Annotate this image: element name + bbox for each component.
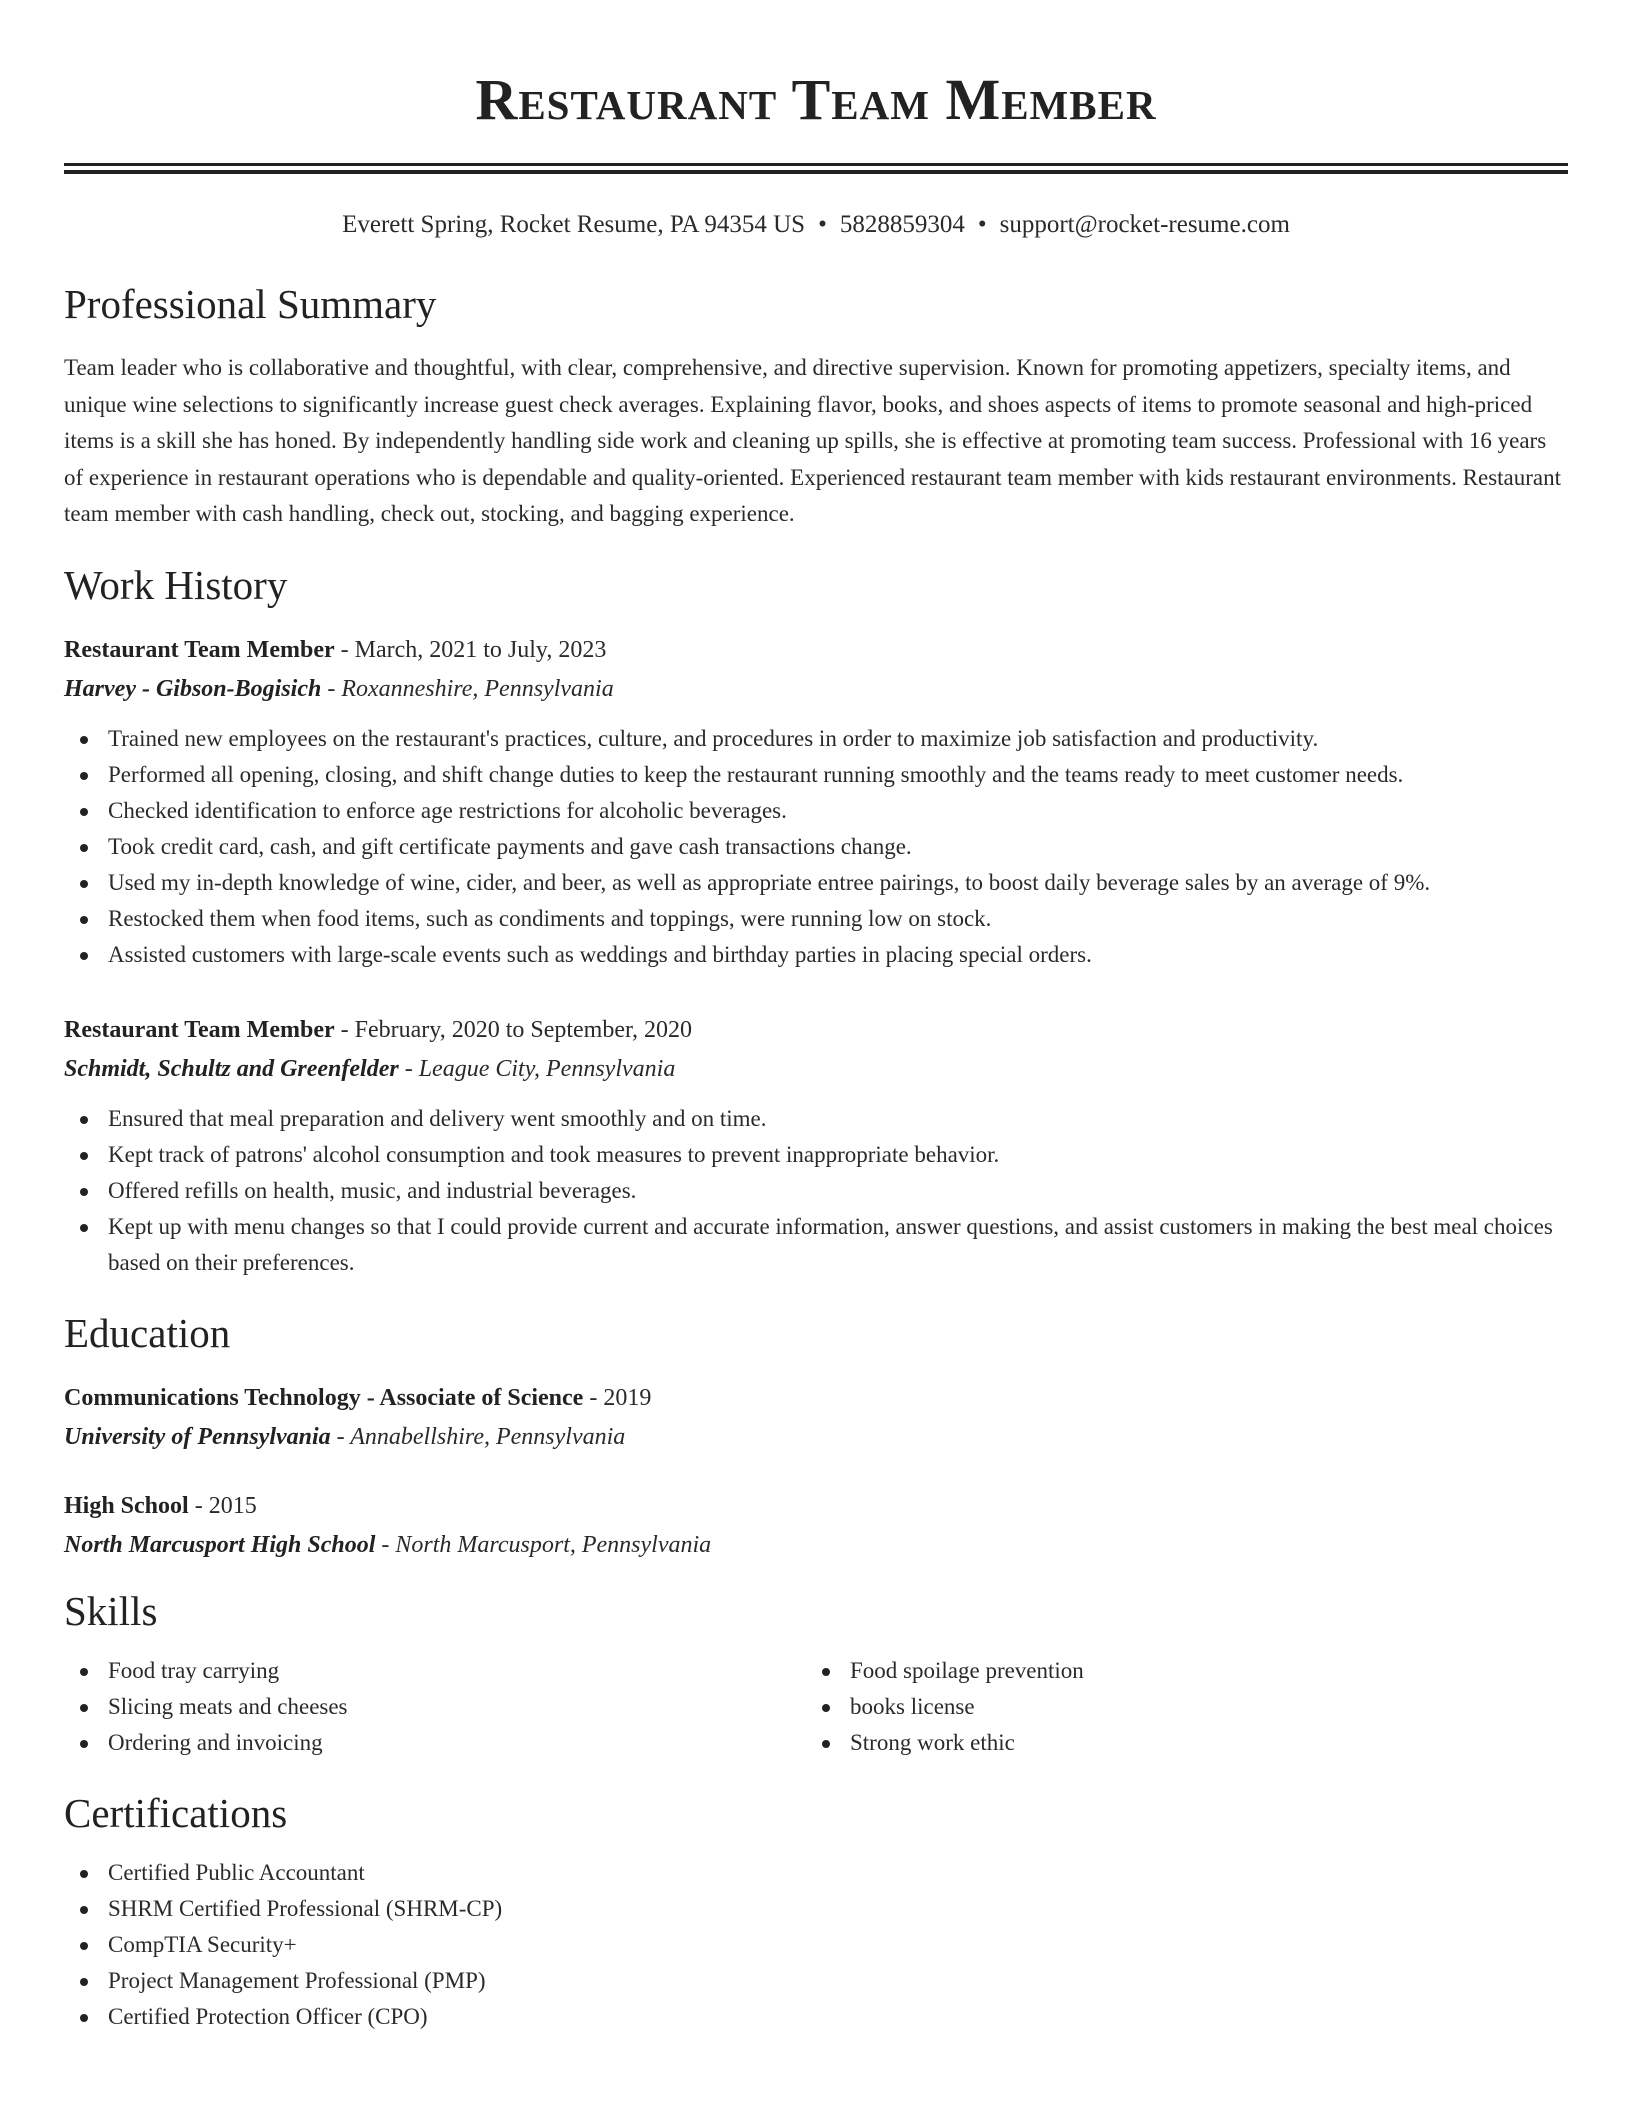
list-item: Performed all opening, closing, and shift change duties to keep the restaurant running smoothly and the teams ready to meet customer needs. (64, 757, 1568, 793)
list-item: Used my in-depth knowledge of wine, cider, and beer, as well as appropriate entree pairings, to boost daily beverage sales by an average of 9%. (64, 865, 1568, 901)
skills-list-right (806, 1653, 1548, 1761)
list-item: Took credit card, cash, and gift certificate payments and gave cash transactions change. (64, 829, 1568, 865)
job-duties-list (64, 721, 1568, 973)
contact-line (64, 208, 1568, 242)
employer-name: Schmidt, Schultz and Greenfelder (64, 1055, 399, 1082)
degree-line (64, 1487, 1568, 1525)
contact-separator: • (977, 211, 987, 238)
education-entry (64, 1487, 1568, 1565)
degree-line (64, 1379, 1568, 1417)
list-item: Ensured that meal preparation and delivery went smoothly and on time. (64, 1101, 1568, 1137)
list-item: Kept up with menu changes so that I could provide current and accurate information, answer questions, and assist customers in making the best meal choices based on their preferences. (64, 1209, 1568, 1281)
summary-heading: Professional Summary (64, 281, 437, 327)
degree-year: - 2015 (188, 1492, 257, 1519)
employer-name: Harvey - Gibson-Bogisich (64, 675, 322, 702)
skill-item: Food tray carrying (64, 1653, 806, 1689)
education-heading: Education (64, 1309, 231, 1356)
job-title: Restaurant Team Member (64, 1016, 335, 1043)
school-line (64, 1417, 1568, 1457)
list-item: Checked identification to enforce age restrictions for alcoholic beverages. (64, 793, 1568, 829)
list-item: Restocked them when food items, such as condiments and toppings, were running low on stock. (64, 901, 1568, 937)
employer-line (64, 669, 1568, 709)
certification-item: SHRM Certified Professional (SHRM-CP) (64, 1891, 1568, 1927)
skill-item: Slicing meats and cheeses (64, 1689, 806, 1725)
job-title: Restaurant Team Member (64, 636, 335, 663)
certification-item: Certified Protection Officer (CPO) (64, 1999, 1568, 2035)
contact-email: support@rocket-resume.com (999, 211, 1290, 238)
certification-item: Certified Public Accountant (64, 1855, 1568, 1891)
employer-location: - League City, Pennsylvania (398, 1055, 676, 1082)
work-history-heading: Work History (64, 561, 288, 608)
education-entry (64, 1379, 1568, 1457)
summary-text: Team leader who is collaborative and thoughtful, with clear, comprehensive, and directive supervision. Known for promoting appetizers, specialty items, and unique wine selections to significantly increase guest check averages. Explaining flavor, books, and shoes aspects of items to promote seasonal and high-priced items is a skill she has honed. By independently handling side work and cleaning up spills, she is effective at promoting team success. Professional with 16 years of experience in restaurant operations who is dependable and quality-oriented. Experienced restaurant team member with kids restaurant environments. Restaurant team member with cash handling, check out, stocking, and bagging experience. (64, 355, 1562, 526)
skill-item: Food spoilage prevention (806, 1653, 1548, 1689)
certification-item: CompTIA Security+ (64, 1927, 1568, 1963)
school-location: - Annabellshire, Pennsylvania (330, 1423, 626, 1450)
job-dates: - March, 2021 to July, 2023 (334, 636, 607, 663)
school-name: University of Pennsylvania (64, 1423, 331, 1450)
list-item: Kept track of patrons' alcohol consumption and took measures to prevent inappropriate behavior. (64, 1137, 1568, 1173)
job-title-line (64, 1011, 1568, 1049)
certifications-list (64, 1855, 1568, 2035)
school-name: North Marcusport High School (64, 1531, 376, 1558)
job-duties-list (64, 1101, 1568, 1281)
certifications-heading: Certifications (64, 1789, 288, 1836)
skills-list-left (64, 1653, 806, 1761)
skill-item: books license (806, 1689, 1548, 1725)
skills-grid (64, 1653, 1568, 1761)
resume-title: Restaurant Team Member (475, 67, 1157, 132)
school-line (64, 1525, 1568, 1565)
list-item: Assisted customers with large-scale events such as weddings and birthday parties in placing special orders. (64, 937, 1568, 973)
certification-item: Project Management Professional (PMP) (64, 1963, 1568, 1999)
skill-item: Ordering and invoicing (64, 1725, 806, 1761)
school-location: - North Marcusport, Pennsylvania (375, 1531, 712, 1558)
job-entry (64, 1011, 1568, 1281)
list-item: Trained new employees on the restaurant's practices, culture, and procedures in order to maximize job satisfaction and productivity. (64, 721, 1568, 757)
contact-separator: • (818, 211, 827, 238)
employer-location: - Roxanneshire, Pennsylvania (321, 675, 614, 702)
contact-phone: 5828859304 (839, 211, 965, 238)
degree-name: Communications Technology - Associate of Science (64, 1384, 584, 1411)
job-title-line (64, 631, 1568, 669)
degree-name: High School (64, 1492, 189, 1519)
contact-address: Everett Spring, Rocket Resume, PA 94354 US (342, 211, 806, 238)
employer-line (64, 1049, 1568, 1089)
skills-heading: Skills (64, 1587, 158, 1634)
degree-year: - 2019 (583, 1384, 652, 1411)
job-dates: - February, 2020 to September, 2020 (334, 1016, 693, 1043)
job-entry (64, 631, 1568, 973)
skill-item: Strong work ethic (806, 1725, 1548, 1761)
title-divider (64, 163, 1568, 174)
list-item: Offered refills on health, music, and industrial beverages. (64, 1173, 1568, 1209)
